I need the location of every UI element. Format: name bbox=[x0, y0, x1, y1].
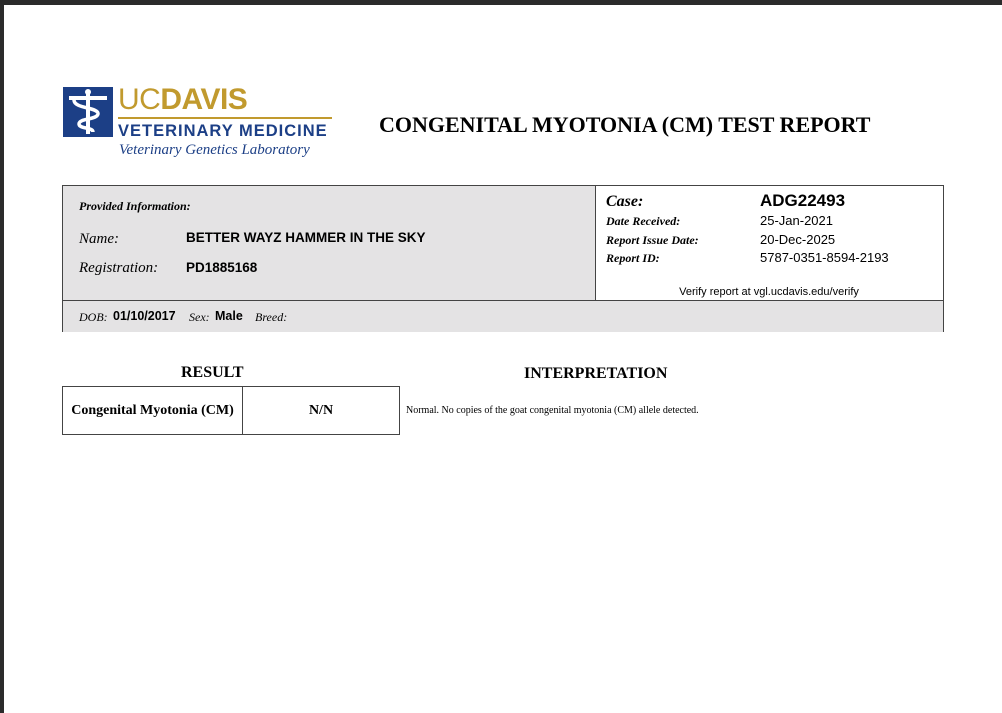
case-label: Case: bbox=[606, 193, 644, 210]
case-value: ADG22493 bbox=[760, 191, 846, 210]
logo-davis: DAVIS bbox=[160, 83, 248, 116]
report-id-label: Report ID: bbox=[606, 251, 660, 265]
result-heading: RESULT bbox=[181, 364, 244, 381]
genotype-cell: N/N bbox=[308, 402, 334, 418]
dob-label: DOB: bbox=[79, 310, 108, 324]
sex-label: Sex: bbox=[189, 310, 210, 324]
dob-value: 01/10/2017 bbox=[113, 309, 176, 323]
logo-uc: UC bbox=[118, 83, 161, 116]
test-name-cell: Congenital Myotonia (CM) bbox=[63, 387, 243, 434]
date-received-value: 25-Jan-2021 bbox=[760, 213, 833, 228]
name-label: Name: bbox=[79, 231, 119, 247]
registration-label: Registration: bbox=[79, 260, 159, 276]
caduceus-icon bbox=[63, 87, 113, 137]
sex-value: Male bbox=[215, 309, 243, 323]
report-id-value: 5787-0351-8594-2193 bbox=[760, 250, 889, 265]
result-table bbox=[62, 386, 400, 435]
date-received-label: Date Received: bbox=[606, 214, 681, 228]
report-issue-date-label: Report Issue Date: bbox=[606, 233, 699, 247]
logo-lab-name: Veterinary Genetics Laboratory bbox=[119, 142, 310, 158]
interpretation-heading: INTERPRETATION bbox=[524, 365, 668, 382]
info-box bbox=[62, 185, 944, 332]
logo-wordmark bbox=[118, 83, 247, 117]
interpretation-text: Normal. No copies of the goat congenital myotonia (CM) allele detected. bbox=[406, 405, 699, 416]
report-title: CONGENITAL MYOTONIA (CM) TEST REPORT bbox=[379, 112, 871, 137]
breed-label: Breed: bbox=[255, 310, 288, 324]
verify-link[interactable]: Verify report at vgl.ucdavis.edu/verify bbox=[679, 286, 859, 298]
registration-value: PD1885168 bbox=[186, 260, 258, 275]
name-value: BETTER WAYZ HAMMER IN THE SKY bbox=[186, 230, 426, 245]
logo-vet-med: VETERINARY MEDICINE bbox=[118, 122, 328, 140]
provided-heading: Provided Information: bbox=[79, 199, 191, 213]
report-page bbox=[4, 5, 1002, 713]
report-issue-date-value: 20-Dec-2025 bbox=[760, 232, 836, 247]
logo-divider bbox=[118, 117, 332, 119]
